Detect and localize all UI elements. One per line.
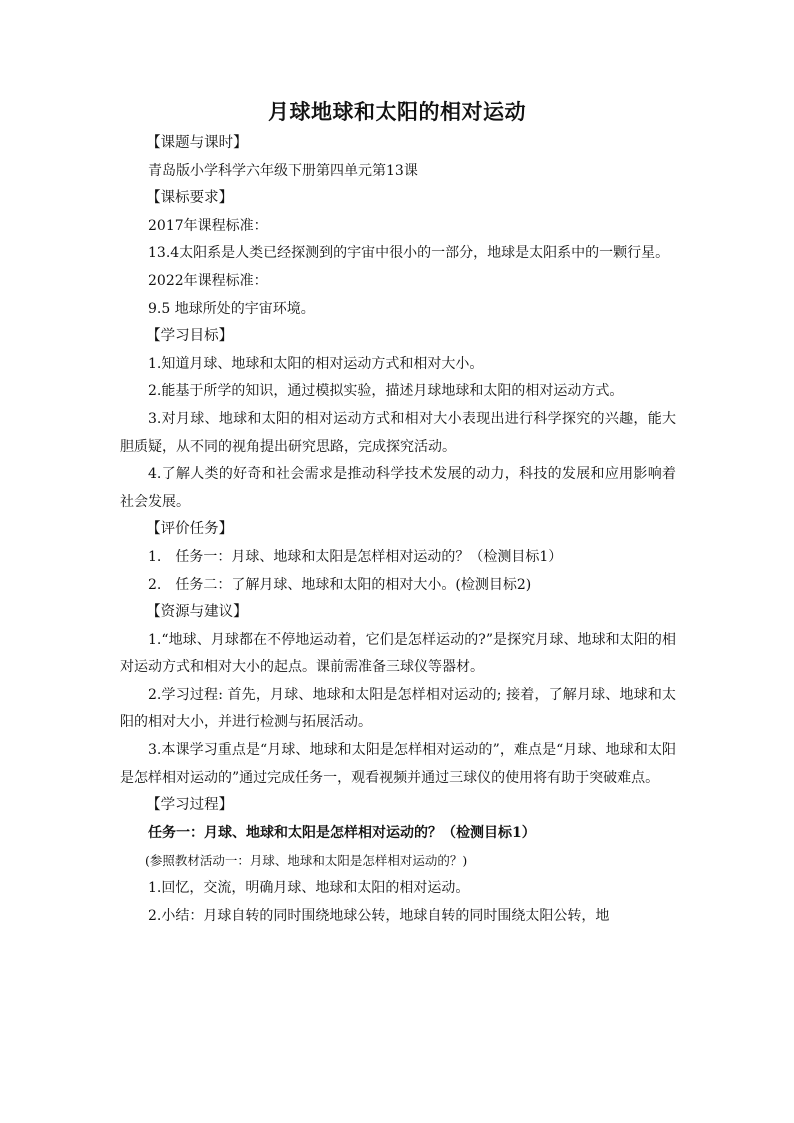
section-heading-tasks: 【评价任务】	[146, 521, 234, 538]
resource-item: 1.“地球、月球都在不停地运动着，它们是怎样运动的?”是探究月球、地球和太阳的相对运动方式和相对大小的起点。课前需准备三球仪等器材。	[120, 631, 676, 676]
section-heading-process: 【学习过程】	[146, 797, 234, 814]
resource-item: 2.学习过程: 首先，月球、地球和太阳是怎样相对运动的; 接着，了解月球、地球和太阳的相对大小，并进行检测与拓展活动。	[120, 686, 676, 731]
lesson-text: 青岛版小学科学六年级下册第四单元第13课	[148, 162, 418, 179]
objective-item: 2.能基于所学的知识，通过模拟实验，描述月球地球和太阳的相对运动方式。	[148, 383, 624, 400]
objective-item: 4.了解人类的好奇和社会需求是推动科学技术发展的动力，科技的发展和应用影响着社会发展。	[120, 466, 676, 510]
document-title: 月球地球和太阳的相对运动	[268, 100, 526, 124]
process-step: 2.小结：月球自转的同时围绕地球公转，地球自转的同时围绕太阳公转，地	[148, 907, 610, 924]
section-heading-resources: 【资源与建议】	[146, 604, 248, 621]
task1-title: 任务一：月球、地球和太阳是怎样相对运动的？（检测目标1）	[148, 824, 536, 841]
task-item: 2. 任务二：了解月球、地球和太阳的相对大小。(检测目标2)	[148, 576, 532, 593]
objective-item: 1.知道月球、地球和太阳的相对运动方式和相对大小。	[148, 355, 484, 372]
task1-note: (参照教材活动一：月球、地球和太阳是怎样相对运动的？)	[145, 853, 468, 869]
standard-2022-label: 2022年课程标准：	[148, 272, 268, 289]
objective-item: 3.对月球、地球和太阳的相对运动方式和相对大小表现出进行科学探究的兴趣，能大胆质疑，从不同的视角提出研究思路，完成探究活动。	[120, 410, 676, 455]
standard-2022-item: 9.5 地球所处的宇宙环境。	[148, 300, 315, 317]
document-body	[120, 130, 676, 930]
standard-2017-item: 13.4太阳系是人类已经探测到的宇宙中很小的一部分，地球是太阳系中的一颗行星。	[148, 245, 670, 262]
task-item: 1. 任务一：月球、地球和太阳是怎样相对运动的？（检测目标1）	[148, 548, 563, 565]
resource-item: 3.本课学习重点是“月球、地球和太阳是怎样相对运动的”，难点是“月球、地球和太阳是怎样相对运动的”通过完成任务一，观看视频并通过三球仪的使用将有助于突破难点。	[120, 742, 676, 786]
section-heading-objectives: 【学习目标】	[146, 328, 234, 345]
section-heading-standards: 【课标要求】	[146, 190, 234, 207]
process-step: 1.回忆，交流，明确月球、地球和太阳的相对运动。	[148, 880, 470, 897]
section-heading-lesson: 【课题与课时】	[146, 135, 248, 151]
standard-2017-label: 2017年课程标准：	[148, 217, 268, 234]
